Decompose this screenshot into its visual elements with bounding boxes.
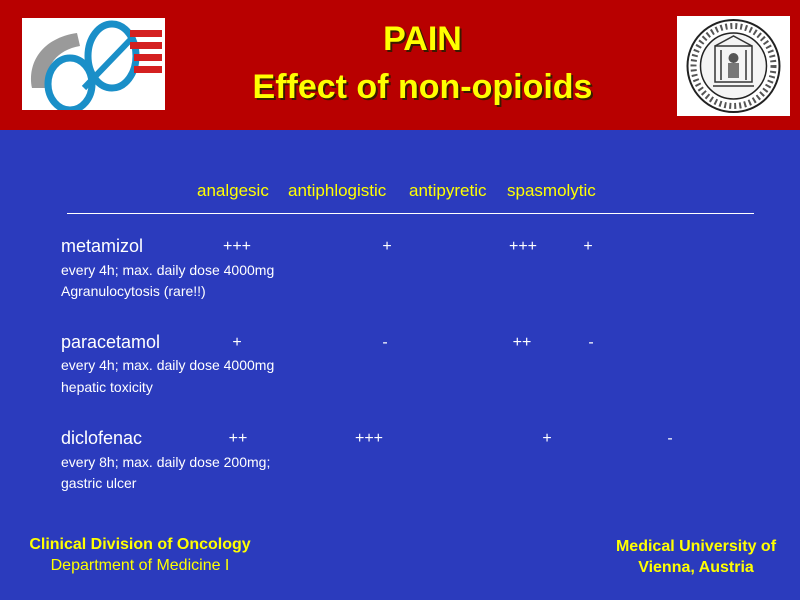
slide-subtitle: Effect of non-opioids — [252, 68, 593, 106]
effect-antiphlogistic: +++ — [354, 430, 384, 447]
column-header-spasmolytic: spasmolytic — [507, 181, 596, 200]
effect-antipyretic: ++ — [512, 334, 532, 351]
effect-antiphlogistic: + — [382, 238, 392, 255]
effect-spasmolytic: - — [588, 334, 594, 351]
effect-analgesic: ++ — [228, 430, 248, 447]
dosing-info: every 8h; max. daily dose 200mg; — [61, 454, 271, 470]
effect-analgesic: + — [232, 334, 242, 351]
drug-name-paracetamol: paracetamol — [61, 332, 161, 352]
footer-university: Medical University of — [615, 538, 777, 555]
footer-location: Vienna, Austria — [638, 559, 754, 576]
column-header-analgesic: analgesic — [197, 181, 269, 200]
dosing-info: every 4h; max. daily dose 4000mg — [61, 357, 275, 373]
drug-name-metamizol: metamizol — [61, 236, 144, 256]
header-bar — [0, 0, 800, 130]
drug-name-diclofenac: diclofenac — [61, 428, 143, 448]
dosing-info: every 4h; max. daily dose 4000mg — [61, 262, 275, 278]
effect-antiphlogistic: - — [382, 334, 388, 351]
column-header-antipyretic: antipyretic — [409, 181, 487, 200]
footer-division: Clinical Division of Oncology — [29, 536, 251, 553]
university-seal-icon — [677, 16, 790, 116]
effect-antipyretic: +++ — [508, 238, 538, 255]
effect-antipyretic: + — [542, 430, 552, 447]
side-effect-note: gastric ulcer — [61, 475, 137, 491]
side-effect-note: hepatic toxicity — [61, 379, 153, 395]
effect-spasmolytic: - — [667, 430, 673, 447]
side-effect-note: Agranulocytosis (rare!!) — [61, 283, 206, 299]
footer-department: Department of Medicine I — [50, 557, 230, 574]
effect-spasmolytic: + — [583, 238, 593, 255]
column-header-antiphlogistic: antiphlogistic — [288, 181, 387, 200]
header-divider — [67, 213, 754, 214]
slide-title: PAIN — [383, 20, 462, 58]
effect-analgesic: +++ — [222, 238, 252, 255]
medical-university-logo-icon — [22, 18, 165, 110]
